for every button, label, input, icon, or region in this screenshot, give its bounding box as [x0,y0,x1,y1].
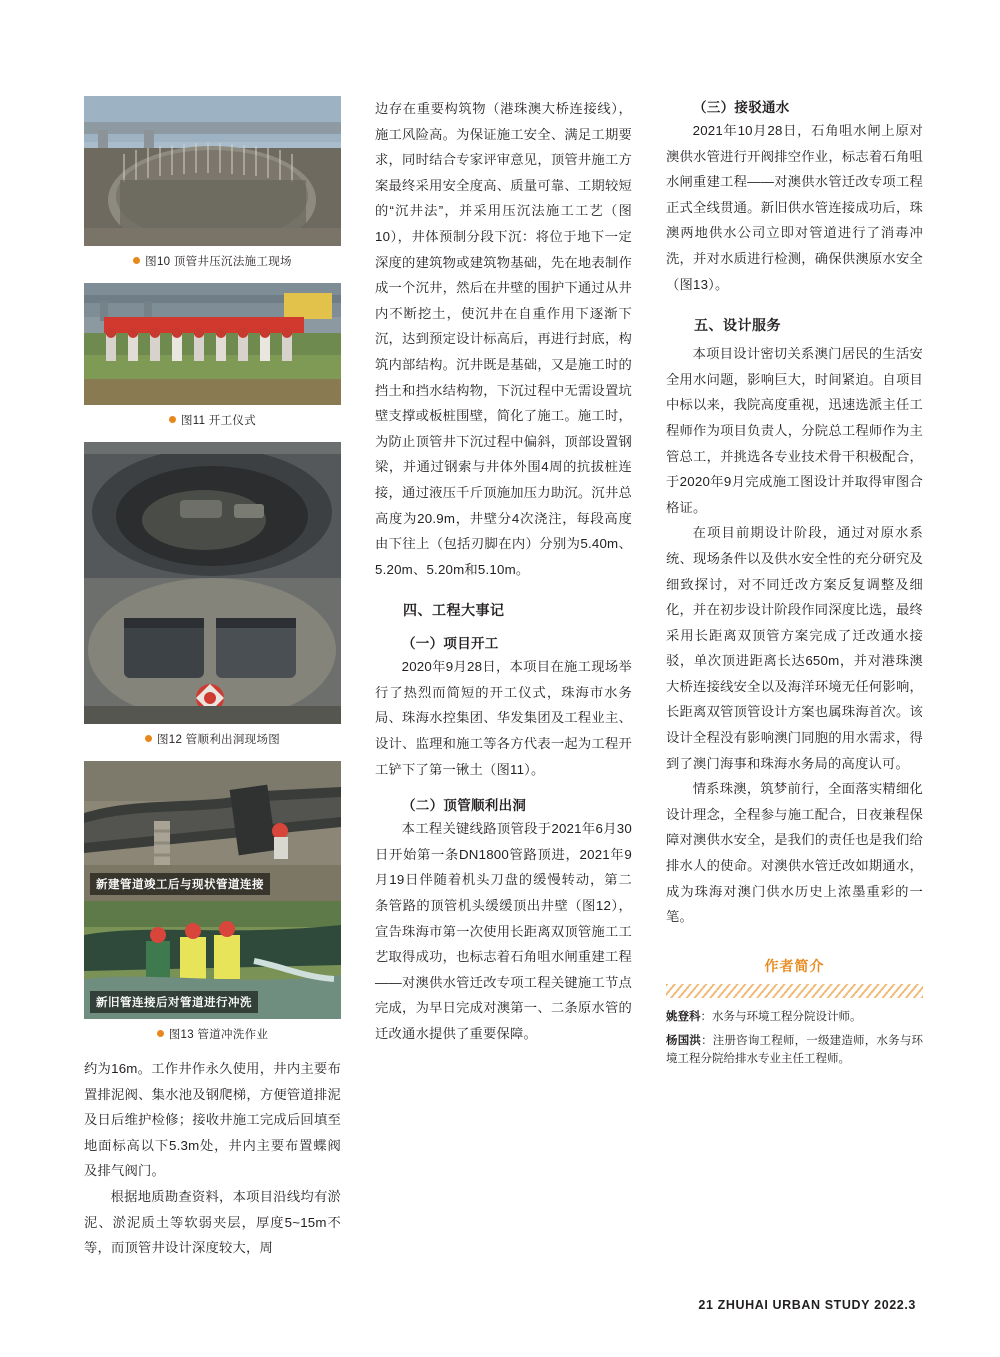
shaft-interior-photo-art [84,442,341,578]
figure-12 [84,442,341,747]
section-heading-5: 五、设计服务 [694,317,781,334]
middle-paragraph-pipe-exit: 本工程关键线路顶管段于2021年6月30日开始第一条DN1800管路顶进，2021年9月19日伴随着机头刀盘的缓慢转动，第二条管路的顶管机头缓缓顶出井壁（图12），宣告珠海市第一次使用长距离双顶管施工工艺取得成功，也标志着石角咀水闸重建工程——对澳供水管迁改专项工程关键施工节点完成，为早日完成对澳第一、二条原水管的迁改通水提供了重要保障。 [375,821,632,1041]
figure-12-caption: 图12 管顺利出洞现场图 [84,731,341,747]
left-column [84,96,341,1276]
bullet-dot-icon [133,257,140,264]
figure-11 [84,283,341,428]
right-paragraph-design-3: 情系珠澳，筑梦前行，全面落实精细化设计理念，全程参与施工配合，日夜兼程保障对澳供水安全，是我们的责任也是我们给排水人的使命。对澳供水管迁改如期通水，成为珠海对澳门供水历史上浓墨重彩的一笔。 [666,781,923,925]
middle-paragraph-project-start: 2020年9月28日，本项目在施工现场举行了热烈而简短的开工仪式，珠海市水务局、珠海水控集团、华发集团及工程业主、设计、监理和施工等各方代表一起为工程开工铲下了第一锹土（图11）。 [375,659,632,777]
author-name-1: 姚登科 [666,1010,701,1023]
sinking-well-photo-art [84,96,341,246]
figure-12-image-bottom [84,578,341,724]
author-desc-1: ：水务与环境工程分院设计师。 [700,1010,862,1023]
left-paragraph-2: 根据地质勘查资料，本项目沿线均有淤泥、淤泥质土等软弱夹层，厚度5~15m不等，而顶管井设计深度较大，周 [84,1188,341,1256]
journal-name: ZHUHAI URBAN STUDY [717,1298,871,1312]
figure-10 [84,96,341,269]
figure-10-caption: 图10 顶管井压沉法施工现场 [84,253,341,269]
right-column [666,96,923,1276]
section-heading-4: 四、工程大事记 [403,602,505,619]
author-name-2: 杨国洪 [666,1034,702,1047]
page-number: 21 [698,1298,714,1312]
author-entry-2 [666,1032,923,1068]
figure-13-bottom-overlay-label: 新旧管连接后对管道进行冲洗 [90,991,258,1013]
figure-13 [84,761,341,1042]
figure-13-image-top [84,761,341,901]
subheading-project-start: （一）项目开工 [402,636,499,652]
author-desc-2: ：注册咨询工程师，一级建造师，水务与环境工程分院给排水专业主任工程师。 [666,1034,924,1065]
right-paragraph-design-1: 本项目设计密切关系澳门居民的生活安全用水问题，影响巨大，时间紧迫。自项目中标以来，我院高度重视，迅速选派主任工程师作为项目负责人，分院总工程师作为主管总工，并挑选各专业技术骨干积极配合，于2020年9月完成施工图设计并取得审图合格证。 [666,346,923,515]
figure-13-caption: 图13 管道冲洗作业 [84,1026,341,1042]
page-footer [698,1298,916,1312]
journal-issue: 2022.3 [874,1298,916,1312]
figure-11-image [84,283,341,405]
author-entry-1 [666,1008,923,1026]
subheading-pipe-exit: （二）顶管顺利出洞 [402,798,527,814]
bullet-dot-icon [157,1030,164,1037]
figure-10-image [84,96,341,246]
figure-13-top-overlay-label: 新建管道竣工后与现状管道连接 [90,873,270,895]
figure-12-image-top [84,442,341,578]
middle-column [375,96,632,1276]
bullet-dot-icon [145,735,152,742]
author-bio-title: 作者简介 [764,957,825,974]
hatch-divider [666,984,923,998]
three-column-layout [84,96,924,1276]
pipe-jacking-exit-photo-art [84,578,341,724]
figure-13-image-bottom [84,901,341,1019]
right-paragraph-connection: 2021年10月28日，石角咀水闸上原对澳供水管进行开阀排空作业，标志着石角咀水闸重建工程——对澳供水管迁改专项工程正式全线贯通。新旧供水管连接成功后，珠澳两地供水公司立即对管道进行了消毒冲洗，并对水质进行检测，确保供澳原水安全（图13）。 [666,123,923,292]
subheading-connection-water: （三）接驳通水 [693,100,790,115]
figure-11-caption: 图11 开工仪式 [84,412,341,428]
right-paragraph-design-2: 在项目前期设计阶段，通过对原水系统、现场条件以及供水安全性的充分研究及细致探讨，对不同迁改方案反复调整及细化，并在初步设计阶段作同深度比选，最终采用长距离双顶管方案完成了迁改通水接驳，单次顶进距离长达650m，并对港珠澳大桥连接线安全以及海洋环境无任何影响，长距离双管顶管设计方案也属珠海首次。该设计全程没有影响澳门同胞的用水需求，得到了澳门海事和珠海水务局的高度认可。 [666,525,923,771]
author-bio-box [666,956,923,1068]
bullet-dot-icon [169,416,176,423]
left-paragraph-1: 约为16m。工作井作永久使用，井内主要布置排泥阀、集水池及钢爬梯，方便管道排泥及日后维护检修；接收井施工完成后回填至地面标高以下5.3m处，井内主要布置蝶阀及排气阀门。 [84,1061,341,1179]
middle-paragraph-continued: 边存在重要构筑物（港珠澳大桥连接线），施工风险高。为保证施工安全、满足工期要求，同时结合专家评审意见，顶管井施工方案最终采用安全度高、质量可靠、工期较短的“沉井法”，并采用压沉法施工工艺（图10），井体预制分段下沉：将位于地下一定深度的建筑物或建筑物基础，先在地表制作成一个沉井，然后在井壁的围护下通过从井内不断挖土，使沉井在自重作用下逐渐下沉，达到预定设计标高后，再进行封底，构筑内部结构。沉井既是基础，又是施工时的挡土和挡水结构物，下沉过程中无需设置坑壁支撑或板桩围壁，简化了施工。施工时，为防止顶管井下沉过程中偏斜，顶部设置钢梁，并通过钢索与井体外围4周的抗拔桩连接，通过液压千斤顶施加压力助沉。沉井总高度为20.9m，井壁分4次浇注，每段高度由下往上（包括刃脚在内）分别为5.40m、5.20m、5.20m和5.10m。 [375,101,632,577]
ceremony-photo-art [84,283,341,405]
